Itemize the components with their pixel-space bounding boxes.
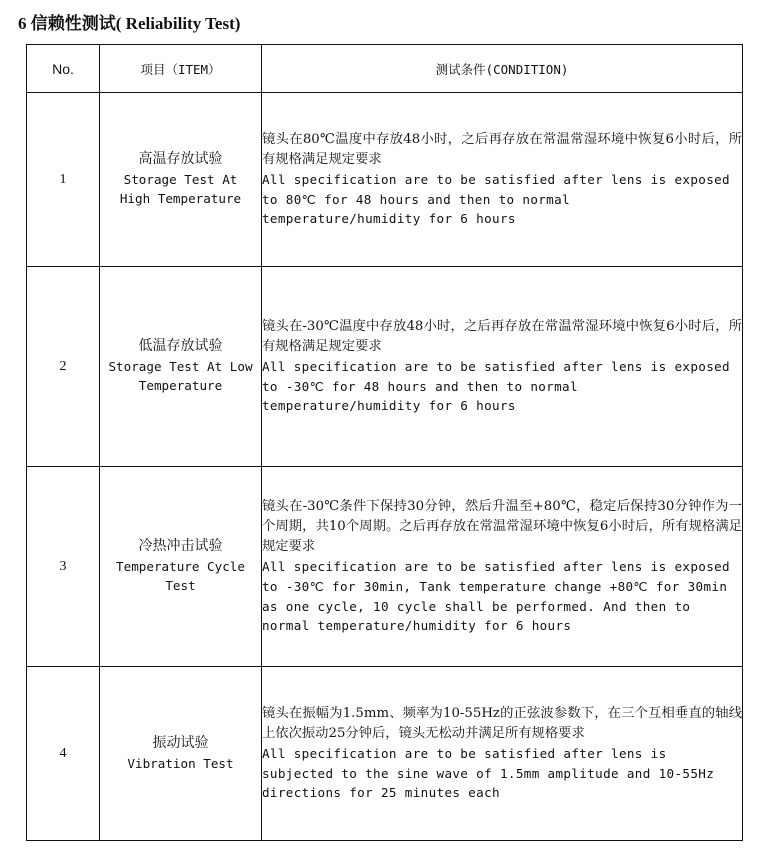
test-condition-cn: 镜头在-30℃条件下保持30分钟，然后升温至+80℃，稳定后保持30分钟作为一个周期，共10个周期。之后再存放在常温常湿环境中恢复6小时后，所有规格满足规定要求: [262, 498, 742, 554]
test-item-name-cn: 低温存放试验: [138, 338, 223, 355]
section-title: 6 信赖性测试( Reliability Test): [18, 14, 241, 33]
table-row: [27, 267, 743, 467]
header-no: No.: [27, 45, 100, 93]
test-item-cell: [100, 467, 262, 667]
test-condition-cn: 镜头在-30℃温度中存放48小时，之后再存放在常温常湿环境中恢复6小时后，所有规格满足规定要求: [262, 318, 742, 354]
test-condition-en: All specification are to be satisfied after lens is exposed to -30℃ for 48 hours and then to normal temperature/humidity for 6 hours: [262, 358, 730, 414]
header-item: 项目（ITEM）: [100, 45, 262, 93]
reliability-test-table: [26, 44, 743, 841]
table-header-row: [27, 45, 743, 93]
row-number: 3: [27, 467, 100, 667]
test-item-name-en: Vibration Test: [127, 755, 234, 771]
test-condition-cell: [262, 667, 743, 841]
test-item-cell: [100, 93, 262, 267]
test-condition-cell: [262, 467, 743, 667]
row-number: 4: [27, 667, 100, 841]
row-number: 2: [27, 267, 100, 467]
test-condition-cell: [262, 267, 743, 467]
table-row: [27, 93, 743, 267]
test-item-name-cn: 高温存放试验: [138, 151, 223, 168]
test-item-cell: [100, 267, 262, 467]
test-condition-en: All specification are to be satisfied after lens is exposed to -30℃ for 30min, Tank temperature change +80℃ for 30min as one cycle, 10 cycle shall be performed. And then to normal temperature/humidity for 6 hours: [262, 558, 730, 634]
row-number: 1: [27, 93, 100, 267]
test-item-name-cn: 振动试验: [152, 735, 209, 751]
table-row: [27, 667, 743, 841]
test-condition-en: All specification are to be satisfied after lens is exposed to 80℃ for 48 hours and then to normal temperature/humidity for 6 hours: [262, 171, 730, 227]
test-item-name-cn: 冷热冲击试验: [138, 538, 223, 555]
test-item-name-en: Temperature Cycle Test: [116, 558, 245, 594]
test-item-name-en: Storage Test At Low Temperature: [108, 358, 253, 394]
test-condition-en: All specification are to be satisfied after lens is subjected to the sine wave of 1.5mm amplitude and 10-55Hz directions for 25 minutes each: [262, 745, 715, 801]
test-condition-cell: [262, 93, 743, 267]
test-condition-cn: 镜头在80℃温度中存放48小时，之后再存放在常温常湿环境中恢复6小时后，所有规格满足规定要求: [262, 131, 742, 167]
table-row: [27, 467, 743, 667]
test-condition-cn: 镜头在振幅为1.5mm、频率为10-55Hz的正弦波参数下，在三个互相垂直的轴线上依次振动25分钟后，镜头无松动并满足所有规格要求: [262, 705, 742, 741]
test-item-name-en: Storage Test At High Temperature: [119, 171, 242, 207]
test-item-cell: [100, 667, 262, 841]
header-condition: 测试条件(CONDITION): [262, 45, 743, 93]
